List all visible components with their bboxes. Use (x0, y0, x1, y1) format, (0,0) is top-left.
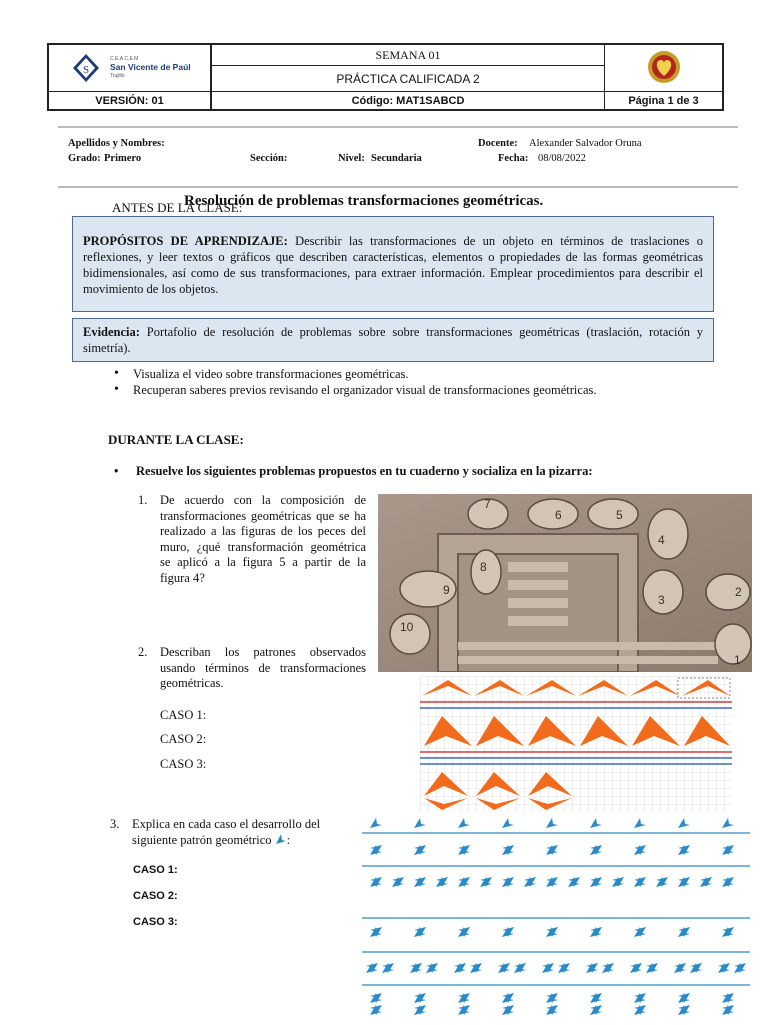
practice-title: PRÁCTICA CALIFICADA 2 (336, 71, 480, 86)
code-text: Código: MAT1SABCD (351, 94, 465, 107)
wall-figure-label: 7 (484, 497, 491, 511)
list-item: • Visualiza el video sobre transformaciones geométricas. (108, 366, 658, 382)
q3-text-line-2: siguiente patrón geométrico (132, 832, 272, 847)
wall-figure-label: 5 (616, 508, 623, 522)
bullet-list (108, 366, 658, 398)
version-text: VERSIÓN: 01 (95, 94, 164, 107)
grade-label: Grado: (68, 153, 101, 164)
question-number: 1. (138, 493, 148, 507)
q2-case-1: CASO 1: (160, 708, 207, 722)
question-text: Describan los patrones observados usando términos de transformaciones geométricas. (160, 645, 366, 690)
logo-name: San Vicente de Paúl (110, 62, 191, 72)
pattern-row (370, 818, 734, 828)
question-text: De acuerdo con la composición de transformaciones geométricas que se ha realizado a las figuras de los peces del muro, ¿qué transformación geométrica se aplicó a la figura 5 a partir de la figura 4? (160, 493, 366, 585)
emblem-cell (604, 44, 723, 92)
q3-case-2: CASO 2: (133, 890, 178, 902)
level-value: Secundaria (371, 153, 422, 164)
level-label: Nivel: (338, 153, 365, 164)
purposes-box (72, 216, 714, 312)
question-2 (138, 645, 366, 695)
teacher-label: Docente: (478, 138, 518, 149)
antes-heading: ANTES DE LA CLASE: (112, 200, 243, 215)
names-label: Apellidos y Nombres: (68, 138, 165, 149)
question-1 (138, 493, 366, 603)
logo-city: Trujillo (110, 73, 125, 79)
list-item: • Recuperan saberes previos revisando el organizador visual de transformaciones geométricas. (108, 382, 658, 398)
logo-small-text: C.E.A.C.E.M (110, 56, 139, 62)
instruction: • Resuelve los siguientes problemas propuestos en tu cuaderno y socializa en la pizarra: (114, 464, 593, 478)
section-label: Sección: (250, 153, 288, 164)
question-text (132, 817, 354, 848)
evidence-box (72, 318, 714, 362)
version-cell (48, 91, 211, 110)
instruction-text: Resuelve los siguientes problemas propuestos en tu cuaderno y socializa en la pizarra: (136, 464, 593, 478)
date-label: Fecha: (498, 153, 529, 164)
blue-pattern-image (362, 815, 750, 1020)
q3-colon: : (286, 832, 291, 847)
grade-value: Primero (104, 153, 142, 164)
emblem-icon (646, 48, 682, 88)
orange-pattern-image (420, 676, 732, 812)
week-text: SEMANA 01 (375, 47, 441, 62)
page-title: Resolución de problemas transformaciones geométricas. (184, 193, 544, 209)
evidence-label: Evidencia: (83, 325, 140, 339)
wall-figure-label: 6 (555, 508, 562, 522)
fish-wall-image (378, 494, 752, 672)
pattern-row (366, 963, 746, 973)
question-number: 3. (110, 817, 120, 831)
header-table (47, 43, 724, 111)
wall-figure-label: 10 (400, 620, 414, 634)
page-number: Página 1 de 3 (628, 94, 699, 107)
pattern-row (370, 993, 734, 1015)
purposes-text: Describir las transformaciones de un objeto en términos de traslaciones o reflexiones, y leer textos o gráficos que describen características, elementos o propiedades de las formas geométricas bidimensionales, así como de sus transformaciones, para extraer información. Emplear procedimientos para describir el movimiento de los objetos. (83, 234, 704, 296)
student-info (58, 126, 738, 188)
wall-figure-label: 2 (735, 585, 742, 599)
purposes-label: PROPÓSITOS DE APRENDIZAJE: (83, 234, 288, 248)
wall-figure-label: 3 (658, 593, 665, 607)
practice-cell (211, 65, 605, 92)
evidence-text: Portafolio de resolución de problemas sobre sobre transformaciones geométricas (traslación, rotación y simetría). (83, 325, 704, 355)
code-cell (211, 91, 605, 110)
durante-heading: DURANTE LA CLASE: (108, 432, 244, 447)
q2-case-3: CASO 3: (160, 757, 207, 771)
wall-figure-label: 9 (443, 583, 450, 597)
date-value: 08/08/2022 (538, 153, 586, 164)
wall-figure-label: 4 (658, 533, 665, 547)
pattern-motif-icon (275, 833, 287, 845)
q3-case-3: CASO 3: (133, 916, 178, 928)
teacher-name: Alexander Salvador Oruna (529, 138, 642, 149)
question-number: 2. (138, 645, 148, 659)
question-3 (110, 817, 355, 857)
pattern-row (370, 845, 734, 855)
q3-case-1: CASO 1: (133, 864, 178, 876)
pattern-row (370, 877, 734, 887)
wall-figure-label: 8 (480, 560, 487, 574)
svg-text:S: S (82, 64, 90, 76)
week-cell (211, 44, 605, 66)
q2-case-2: CASO 2: (160, 732, 207, 746)
page-cell (604, 91, 723, 110)
pattern-row (370, 927, 734, 937)
q3-text-line-1: Explica en cada caso el desarrollo del (132, 817, 321, 831)
wall-figure-label: 1 (734, 653, 741, 667)
